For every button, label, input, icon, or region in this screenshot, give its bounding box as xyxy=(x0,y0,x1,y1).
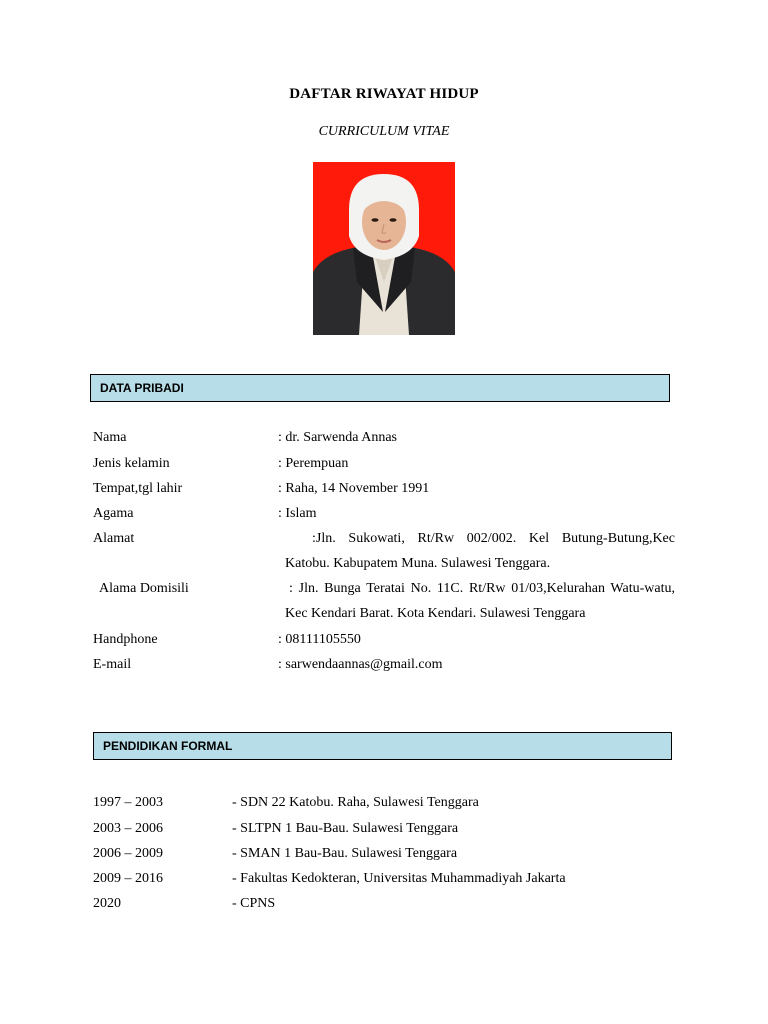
field-value-domisili: : Jln. Bunga Teratai No. 11C. Rt/Rw 01/03,Kelurahan Watu-watu, Kec Kendari Barat. Kota Kendari. Sulawesi Tenggara xyxy=(285,581,675,621)
education-school: - SDN 22 Katobu. Raha, Sulawesi Tenggara xyxy=(232,795,479,810)
field-label: Alamat xyxy=(93,531,135,546)
document-subtitle: CURRICULUM VITAE xyxy=(318,124,450,139)
profile-photo xyxy=(313,162,455,335)
field-label: Handphone xyxy=(93,632,158,647)
field-label: Tempat,tgl lahir xyxy=(93,481,183,496)
education-years: 2009 – 2016 xyxy=(93,871,163,886)
field-label: Nama xyxy=(93,430,127,445)
section-header-pendidikan-formal: PENDIDIKAN FORMAL xyxy=(93,732,672,760)
education-years: 2003 – 2006 xyxy=(93,821,163,836)
field-label: Alama Domisili xyxy=(99,581,189,596)
field-value-alamat: :Jln. Sukowati, Rt/Rw 002/002. Kel Butung-Butung,Kec Katobu. Kabupatem Muna. Sulawesi Tenggara. xyxy=(285,531,675,571)
education-school: - SLTPN 1 Bau-Bau. Sulawesi Tenggara xyxy=(232,821,459,836)
field-value: : Raha, 14 November 1991 xyxy=(278,481,430,496)
education-years: 1997 – 2003 xyxy=(93,795,163,810)
field-value: : dr. Sarwenda Annas xyxy=(278,430,397,445)
field-value: : Islam xyxy=(278,506,317,521)
document-title: DAFTAR RIWAYAT HIDUP xyxy=(289,86,479,102)
field-label: Agama xyxy=(93,506,134,521)
field-label: Jenis kelamin xyxy=(93,456,170,471)
education-years: 2006 – 2009 xyxy=(93,846,163,861)
field-value: : Perempuan xyxy=(278,456,349,471)
education-school: - Fakultas Kedokteran, Universitas Muhammadiyah Jakarta xyxy=(232,871,566,886)
portrait-illustration xyxy=(313,162,455,335)
field-label: E-mail xyxy=(93,657,132,672)
field-value: : 08111105550 xyxy=(278,632,361,647)
field-value: : sarwendaannas@gmail.com xyxy=(278,657,443,672)
section-header-data-pribadi: DATA PRIBADI xyxy=(90,374,670,402)
education-school: - SMAN 1 Bau-Bau. Sulawesi Tenggara xyxy=(232,846,458,861)
education-school: - CPNS xyxy=(232,896,276,911)
education-years: 2020 xyxy=(93,896,121,911)
